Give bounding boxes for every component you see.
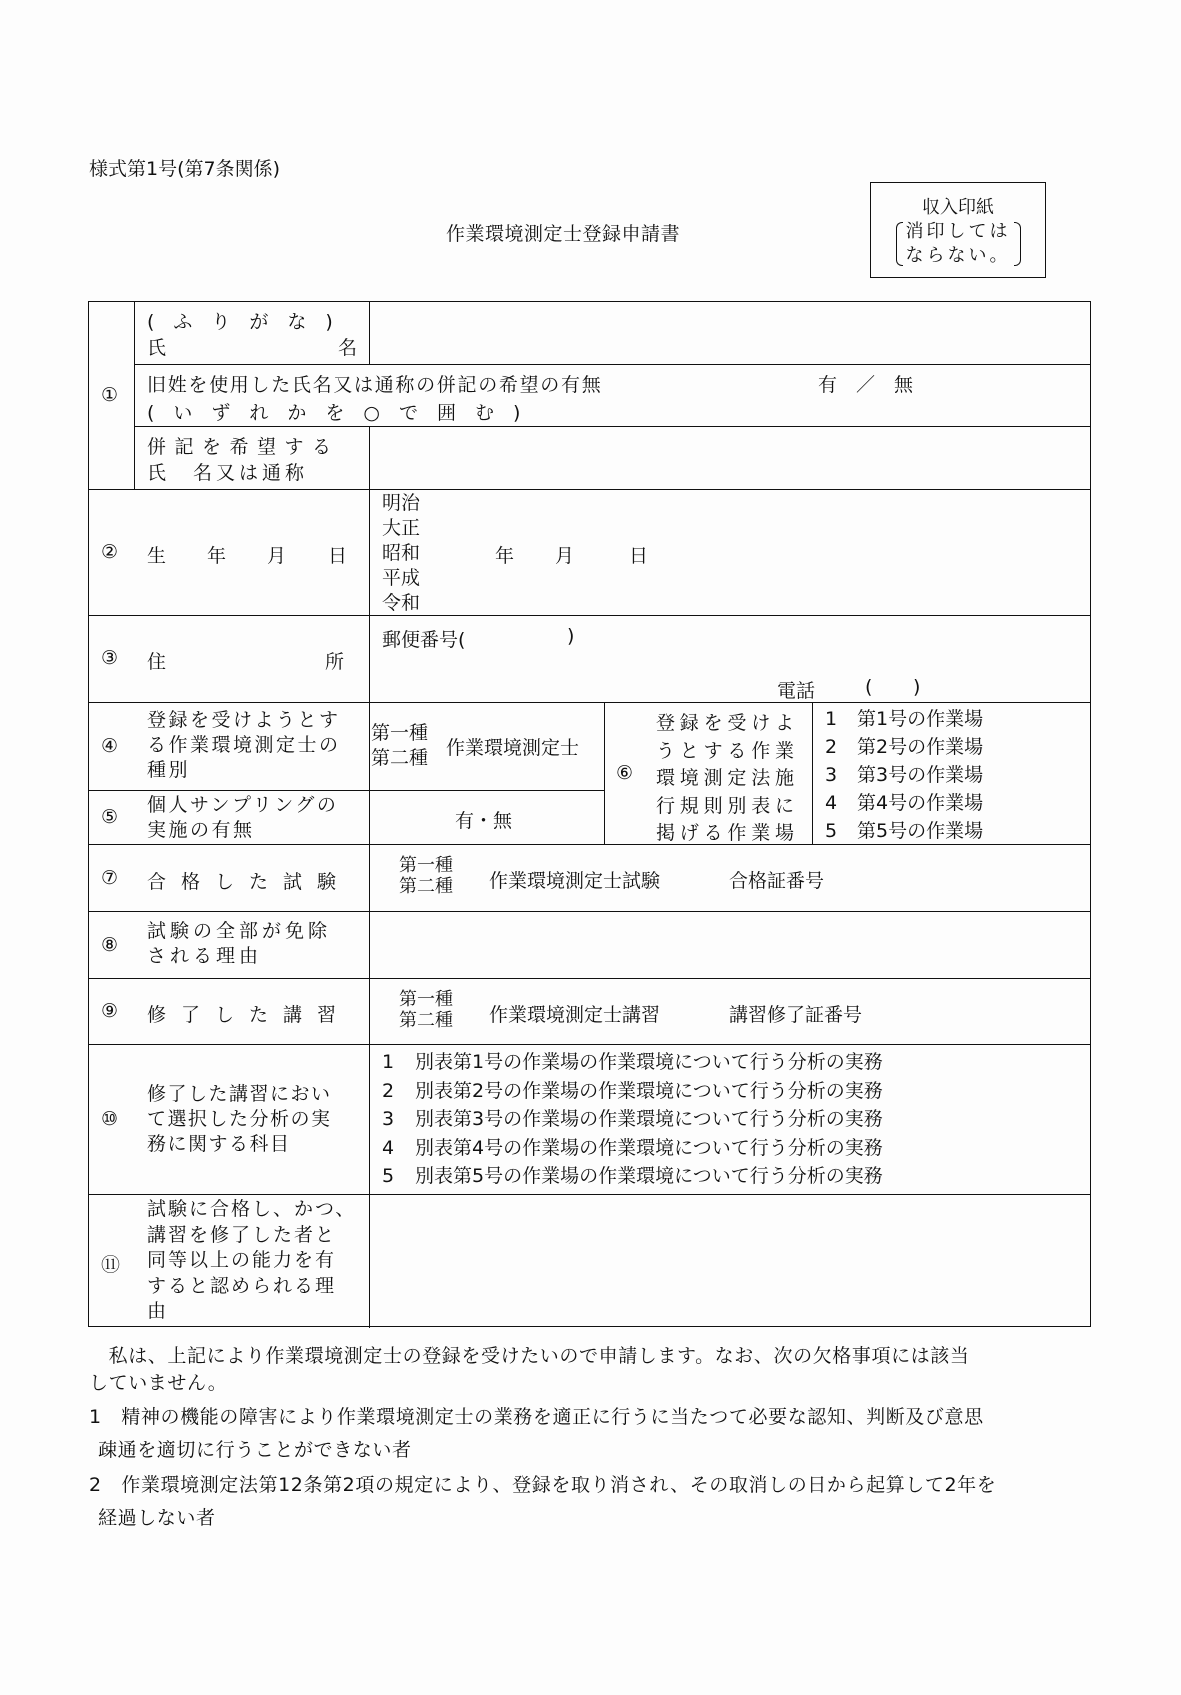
analysis-subject-item-4[interactable]: 4 別表第4号の作業場の作業環境について行う分析の実務 <box>382 1136 883 1159</box>
stamp-label: 収入印紙 <box>922 197 994 218</box>
divider <box>812 702 813 844</box>
divider <box>604 702 605 844</box>
exam-class-options[interactable] <box>399 855 453 897</box>
analysis-subject-item-2[interactable]: 2 別表第2号の作業場の作業環境について行う分析の実務 <box>382 1079 883 1102</box>
label-line: うとする作業 <box>656 739 799 762</box>
era-showa[interactable]: 昭和 <box>382 542 421 564</box>
label-line: る作業環境測定士の <box>147 734 341 756</box>
analysis-subject-list <box>382 1048 883 1191</box>
label-line: 実施の有無 <box>147 819 255 841</box>
birthdate-label-2: 年 <box>207 545 227 567</box>
divider <box>89 615 1091 616</box>
era-options[interactable] <box>382 491 420 616</box>
birth-day-unit: 日 <box>629 545 649 567</box>
label-line: 登録を受けよ <box>656 712 799 734</box>
label-line: される理由 <box>147 945 263 967</box>
registration-class-suffix: 作業環境測定士 <box>446 737 580 759</box>
course-class-2[interactable]: 第二種 <box>399 1010 453 1031</box>
label-line: 試験の全部が免除 <box>147 920 332 942</box>
row-number-10: ⑩ <box>101 1108 119 1130</box>
label-line: 種別 <box>147 759 191 781</box>
page-title: 作業環境測定士登録申請書 <box>446 223 681 245</box>
workplace-item-1[interactable]: 1 第1号の作業場 <box>825 708 984 730</box>
name-input[interactable] <box>374 306 1086 360</box>
label-line: すると認められる理 <box>147 1274 337 1297</box>
divider <box>89 1194 1091 1195</box>
exam-exemption-label <box>147 919 331 969</box>
label-line: 修了した講習におい <box>147 1083 332 1105</box>
postal-code-input[interactable] <box>479 622 564 648</box>
name-label-left: 氏 <box>147 337 167 359</box>
combined-name-label-line2: 氏 名又は通称 <box>147 462 309 484</box>
exam-exemption-input[interactable] <box>374 915 1086 975</box>
postal-code-label: 郵便番号( <box>382 629 466 651</box>
divider <box>89 911 1091 912</box>
label-line: 環境測定法施 <box>656 767 799 789</box>
disqualification-item-1-cont: 疎通を適切に行うことができない者 <box>98 1439 412 1461</box>
row-number-8: ⑧ <box>101 934 119 956</box>
workplace-item-4[interactable]: 4 第4号の作業場 <box>825 792 984 814</box>
label-line: 行規則別表に <box>656 794 799 817</box>
equivalent-ability-input[interactable] <box>374 1198 1086 1324</box>
label-line: 由 <box>147 1300 169 1322</box>
exam-class-2[interactable]: 第二種 <box>399 876 453 897</box>
furigana-label: ( ふ り が な ) <box>147 311 333 333</box>
birth-year-unit: 年 <box>495 545 515 567</box>
row-number-9: ⑨ <box>101 1000 119 1022</box>
analysis-subject-item-3[interactable]: 3 別表第3号の作業場の作業環境について行う分析の実務 <box>382 1108 883 1130</box>
divider <box>89 790 604 791</box>
passed-exam-label: 合格した試験 <box>147 871 352 893</box>
class-2-option[interactable]: 第二種 <box>371 747 429 769</box>
disqualification-item-1: 1 精神の機能の障害により作業環境測定士の業務を適正に行うに当たつて必要な認知、判断及び意思 <box>89 1406 984 1428</box>
label-line: 講習を修了した者と <box>147 1223 337 1246</box>
combined-name-label-line1: 併記を希望する <box>147 436 340 458</box>
row-number-1: ① <box>101 384 119 406</box>
pass-certificate-label: 合格証番号 <box>729 870 825 892</box>
analysis-subject-item-5[interactable]: 5 別表第5号の作業場の作業環境について行う分析の実務 <box>382 1165 883 1187</box>
label-line: 個人サンプリングの <box>147 794 339 816</box>
label-line: 登録を受けようとす <box>147 709 341 731</box>
divider <box>134 426 1091 427</box>
personal-sampling-options[interactable]: 有・無 <box>455 810 513 832</box>
declaration-line1: 私は、上記により作業環境測定士の登録を受けたいので申請します。なお、次の欠格事項には該当 <box>89 1345 970 1367</box>
pass-certificate-input[interactable] <box>829 860 1079 892</box>
birthdate-label-1: 生 <box>147 545 167 567</box>
workplace-type-label <box>656 710 799 848</box>
registration-class-options[interactable] <box>371 721 428 771</box>
maiden-name-label: 旧姓を使用した氏名又は通称の併記の希望の有無 <box>147 374 603 396</box>
birthdate-label-4: 日 <box>328 545 348 567</box>
maiden-name-note: ( い ず れ か を ○ で 囲 む ) <box>147 402 521 424</box>
address-label-right: 所 <box>325 651 345 673</box>
phone-close: ) <box>913 676 921 698</box>
course-name: 作業環境測定士講習 <box>489 1004 661 1026</box>
era-taisho[interactable]: 大正 <box>382 517 421 539</box>
course-class-1[interactable]: 第一種 <box>399 989 453 1010</box>
application-form-table <box>88 301 1091 1327</box>
stamp-note <box>900 220 1017 268</box>
birth-month-unit: 月 <box>555 545 575 567</box>
maiden-name-options[interactable]: 有 ／ 無 <box>818 374 914 396</box>
exam-class-1[interactable]: 第一種 <box>399 855 453 876</box>
course-certificate-input[interactable] <box>869 994 1079 1026</box>
divider <box>89 978 1091 979</box>
workplace-list <box>825 705 983 845</box>
divider <box>369 302 370 364</box>
row-number-6: ⑥ <box>616 762 634 784</box>
address-input[interactable] <box>374 652 1086 674</box>
disqualification-item-2: 2 作業環境測定法第12条第2項の規定により、登録を取り消され、その取消しの日から起算して2年を <box>89 1474 997 1496</box>
disqualification-item-2-cont: 経過しない者 <box>98 1507 216 1529</box>
birthdate-label-3: 月 <box>267 545 287 567</box>
registration-type-label <box>147 708 341 783</box>
row-number-3: ③ <box>101 647 119 669</box>
combined-name-input[interactable] <box>374 430 1086 486</box>
label-line: 務に関する科目 <box>147 1133 291 1155</box>
declaration-line2: していません。 <box>89 1372 228 1394</box>
class-1-option[interactable]: 第一種 <box>371 722 429 744</box>
era-heisei[interactable]: 平成 <box>382 567 421 589</box>
course-certificate-label: 講習修了証番号 <box>729 1004 863 1026</box>
form-number: 様式第1号(第7条関係) <box>89 158 281 180</box>
completed-course-label: 修了した講習 <box>147 1004 352 1026</box>
analysis-subject-item-1[interactable]: 1 別表第1号の作業場の作業環境について行う分析の実務 <box>382 1051 883 1073</box>
era-reiwa[interactable]: 令和 <box>382 592 421 614</box>
name-label-right: 名 <box>338 337 358 359</box>
stamp-note-line2: ならない。 <box>905 245 1011 266</box>
course-class-options[interactable] <box>399 989 453 1031</box>
analysis-subject-label <box>147 1082 332 1157</box>
row-number-2: ② <box>101 541 119 563</box>
workplace-item-5[interactable]: 5 第5号の作業場 <box>825 820 984 842</box>
revenue-stamp-box <box>870 182 1046 278</box>
phone-label: 電話 <box>777 680 816 702</box>
row-number-5: ⑤ <box>101 806 119 828</box>
era-meiji[interactable]: 明治 <box>382 492 421 514</box>
phone-open: ( <box>865 676 873 698</box>
workplace-item-3[interactable]: 3 第3号の作業場 <box>825 764 984 786</box>
label-line: 試験に合格し、かつ、 <box>147 1198 357 1220</box>
exam-name: 作業環境測定士試験 <box>489 870 661 892</box>
row-number-7: ⑦ <box>101 867 119 889</box>
row-number-11: ⑪ <box>101 1254 121 1276</box>
divider <box>89 1044 1091 1045</box>
address-label-left: 住 <box>147 651 167 673</box>
divider <box>89 702 1091 703</box>
row-number-4: ④ <box>101 735 119 757</box>
label-line: 掲げる作業場 <box>656 822 799 844</box>
divider <box>369 426 370 1328</box>
label-line: て選択した分析の実 <box>147 1108 332 1130</box>
label-line: 同等以上の能力を有 <box>147 1249 337 1271</box>
divider <box>134 364 1091 365</box>
equivalent-ability-label <box>147 1197 356 1325</box>
workplace-item-2[interactable]: 2 第2号の作業場 <box>825 736 984 758</box>
postal-code-close: ) <box>567 625 575 647</box>
divider <box>89 489 1091 490</box>
personal-sampling-label <box>147 793 338 843</box>
stamp-note-line1: 消印しては <box>905 221 1011 242</box>
divider <box>134 302 135 489</box>
